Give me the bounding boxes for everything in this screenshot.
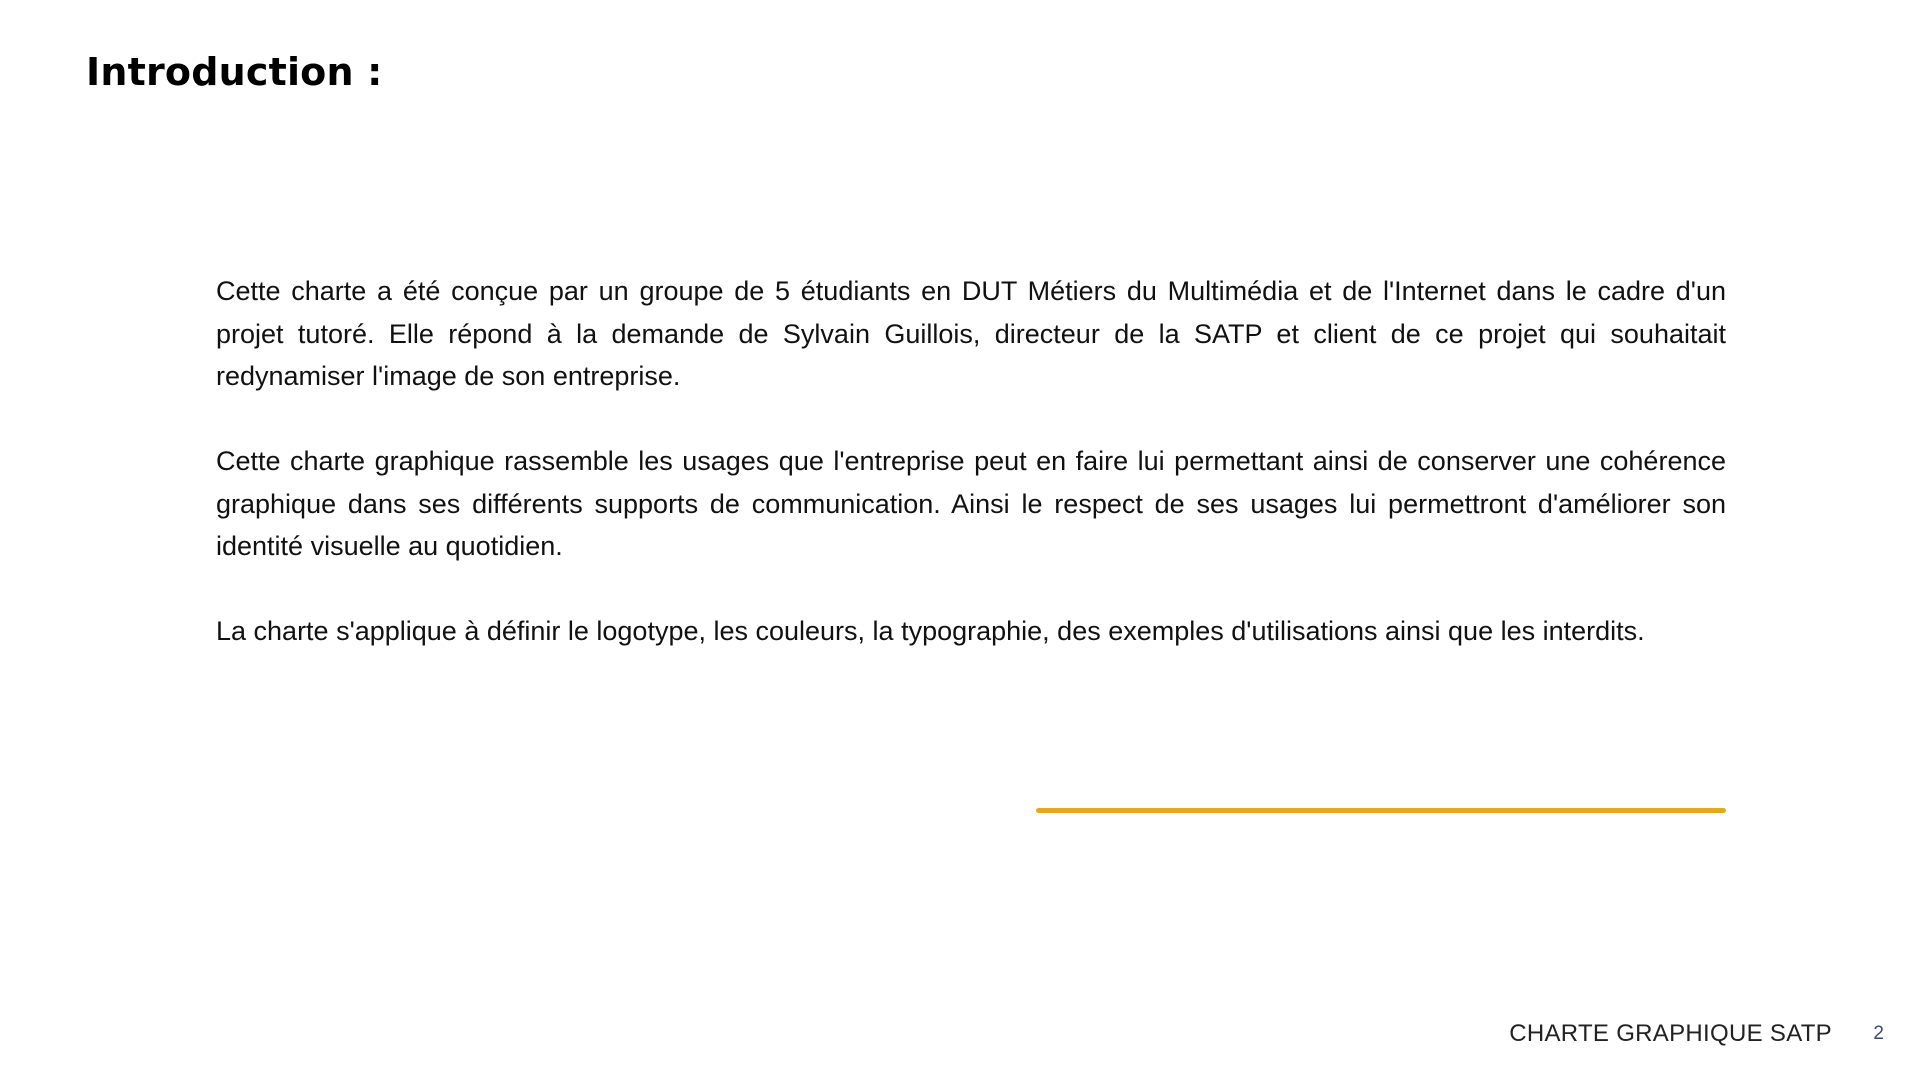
intro-text-block xyxy=(216,270,1726,695)
page-number: 2 xyxy=(1873,1023,1884,1044)
footer-document-title: CHARTE GRAPHIQUE SATP xyxy=(1509,1020,1832,1047)
intro-paragraph: La charte s'applique à définir le logotype, les couleurs, la typographie, des exemples d'utilisations ainsi que les interdits. xyxy=(216,616,1645,646)
accent-divider-line xyxy=(1036,808,1726,813)
intro-paragraph: Cette charte a été conçue par un groupe de 5 étudiants en DUT Métiers du Multimédia et de l'Internet dans le cadre d'un projet tutoré. Elle répond à la demande de Sylvain Guillois, directeur de la SATP et client de ce projet qui souhaitait redynamiser l'image de son entreprise. xyxy=(216,276,1726,391)
page-title: Introduction : xyxy=(86,50,383,94)
intro-paragraph: Cette charte graphique rassemble les usages que l'entreprise peut en faire lui permettant ainsi de conserver une cohérence graphique dans ses différents supports de communication. Ainsi le respect de ses usages lui permettront d'améliorer son identité visuelle au quotidien. xyxy=(216,446,1726,561)
